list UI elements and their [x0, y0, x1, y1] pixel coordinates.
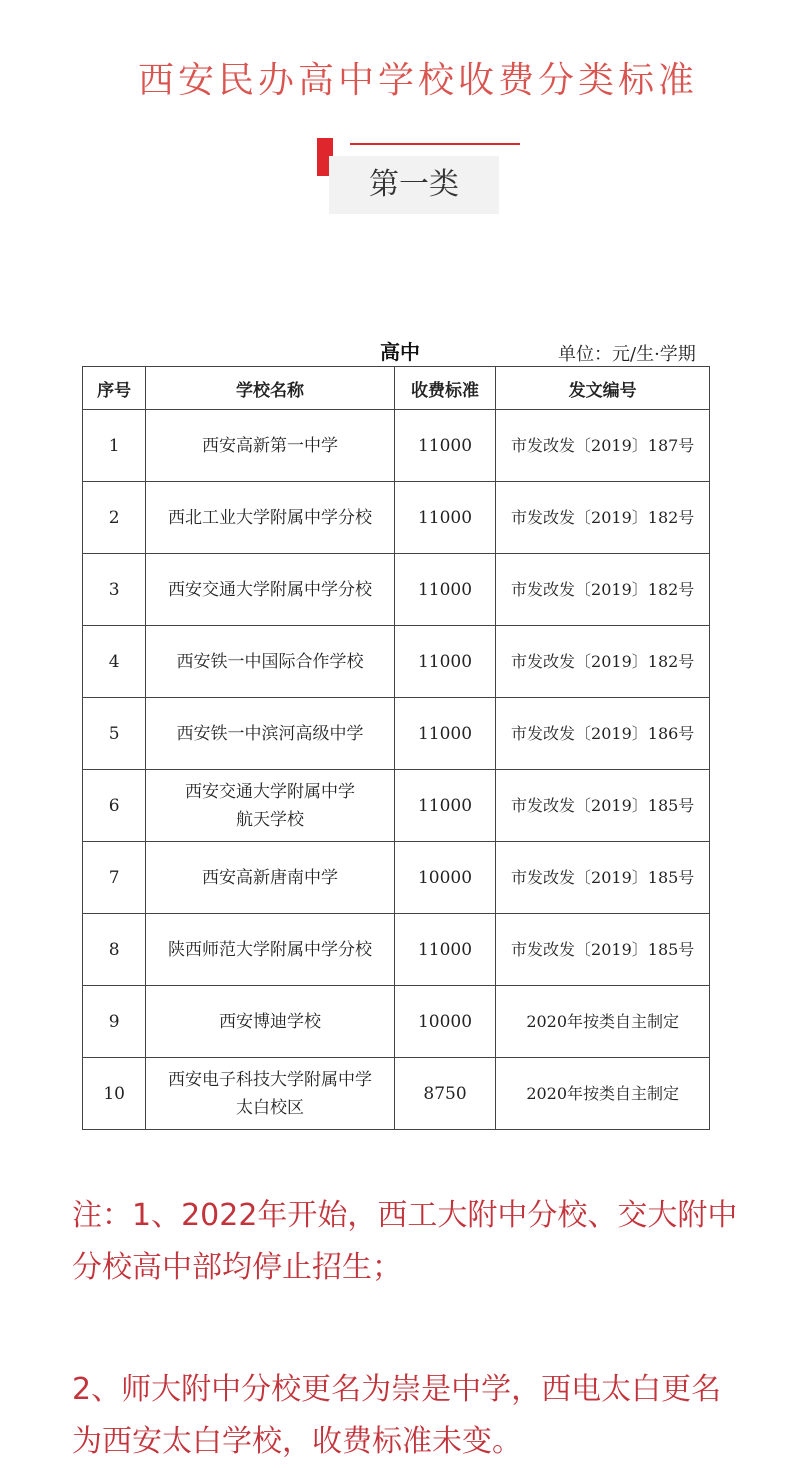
row-index: 1: [83, 410, 146, 482]
school-name: [146, 842, 394, 914]
school-name: [146, 626, 394, 698]
school-name: [146, 698, 394, 770]
row-index: 5: [83, 698, 146, 770]
row-index: 2: [83, 482, 146, 554]
note-2: 2、师大附中分校更名为崇是中学，西电太白更名为西安太白学校，收费标准未变。: [72, 1372, 722, 1459]
fee-value: 11000: [394, 482, 496, 554]
school-name: [146, 482, 394, 554]
table-row: [83, 482, 710, 554]
category-divider: [350, 143, 520, 145]
column-header-document: 发文编号: [496, 367, 710, 410]
fee-table: [82, 366, 710, 1130]
document-number: 市发改发〔2019〕185号: [496, 842, 710, 914]
row-index: 3: [83, 554, 146, 626]
fee-value: 11000: [394, 626, 496, 698]
table-row: [83, 410, 710, 482]
school-name: [146, 914, 394, 986]
table-row: [83, 1058, 710, 1130]
fee-value: 11000: [394, 770, 496, 842]
fee-value: 8750: [394, 1058, 496, 1130]
table-body: [83, 410, 710, 1130]
fee-value: 11000: [394, 554, 496, 626]
school-name: [146, 770, 394, 842]
note-1: 注：1、2022年开始，西工大附中分校、交大附中分校高中部均停止招生；: [72, 1198, 738, 1285]
school-name-line: 西安铁一中国际合作学校: [176, 651, 364, 672]
school-name-line: 西安铁一中滨河高级中学: [176, 723, 364, 744]
fee-value: 10000: [394, 842, 496, 914]
document-number: 市发改发〔2019〕182号: [496, 554, 710, 626]
table-row: [83, 698, 710, 770]
school-name-line: 西安交通大学附属中学分校: [168, 579, 372, 600]
table-row: [83, 986, 710, 1058]
column-header-index: 序号: [83, 367, 146, 410]
table-row: [83, 770, 710, 842]
school-name-line: 航天学校: [236, 809, 304, 830]
school-name-line: 西北工业大学附属中学分校: [168, 507, 372, 528]
row-index: 9: [83, 986, 146, 1058]
fee-value: 11000: [394, 914, 496, 986]
document-number: 市发改发〔2019〕186号: [496, 698, 710, 770]
table-row: [83, 554, 710, 626]
document-number: 市发改发〔2019〕182号: [496, 626, 710, 698]
school-name-line: 太白校区: [236, 1097, 304, 1118]
school-name: [146, 554, 394, 626]
school-name-line: 西安交通大学附属中学: [185, 781, 355, 802]
fee-value: 11000: [394, 410, 496, 482]
column-header-fee: 收费标准: [394, 367, 496, 410]
table-row: [83, 914, 710, 986]
table-row: [83, 626, 710, 698]
notes: [72, 1190, 742, 1468]
document-number: 市发改发〔2019〕185号: [496, 770, 710, 842]
document-number: 2020年按类自主制定: [496, 986, 710, 1058]
page-title: 西安民办高中学校收费分类标准: [137, 60, 698, 101]
school-name-line: 西安高新第一中学: [202, 435, 338, 456]
table-header-row: [83, 367, 710, 410]
row-index: 8: [83, 914, 146, 986]
document-number: 2020年按类自主制定: [496, 1058, 710, 1130]
fee-value: 11000: [394, 698, 496, 770]
school-name-line: 西安电子科技大学附属中学: [168, 1069, 372, 1090]
school-name-line: 陕西师范大学附属中学分校: [168, 939, 372, 960]
fee-value: 10000: [394, 986, 496, 1058]
row-index: 6: [83, 770, 146, 842]
school-name: [146, 410, 394, 482]
document-number: 市发改发〔2019〕182号: [496, 482, 710, 554]
school-name-line: 西安博迪学校: [219, 1011, 321, 1032]
column-header-school: 学校名称: [146, 367, 394, 410]
row-index: 7: [83, 842, 146, 914]
table-row: [83, 842, 710, 914]
table-caption: 高中: [380, 340, 420, 364]
school-name-line: 西安高新唐南中学: [202, 867, 338, 888]
row-index: 10: [83, 1058, 146, 1130]
document-number: 市发改发〔2019〕185号: [496, 914, 710, 986]
category-label: 第一类: [329, 156, 499, 214]
school-name: [146, 986, 394, 1058]
document-number: 市发改发〔2019〕187号: [496, 410, 710, 482]
unit-label: 单位：元/生·学期: [558, 344, 696, 365]
school-name: [146, 1058, 394, 1130]
row-index: 4: [83, 626, 146, 698]
